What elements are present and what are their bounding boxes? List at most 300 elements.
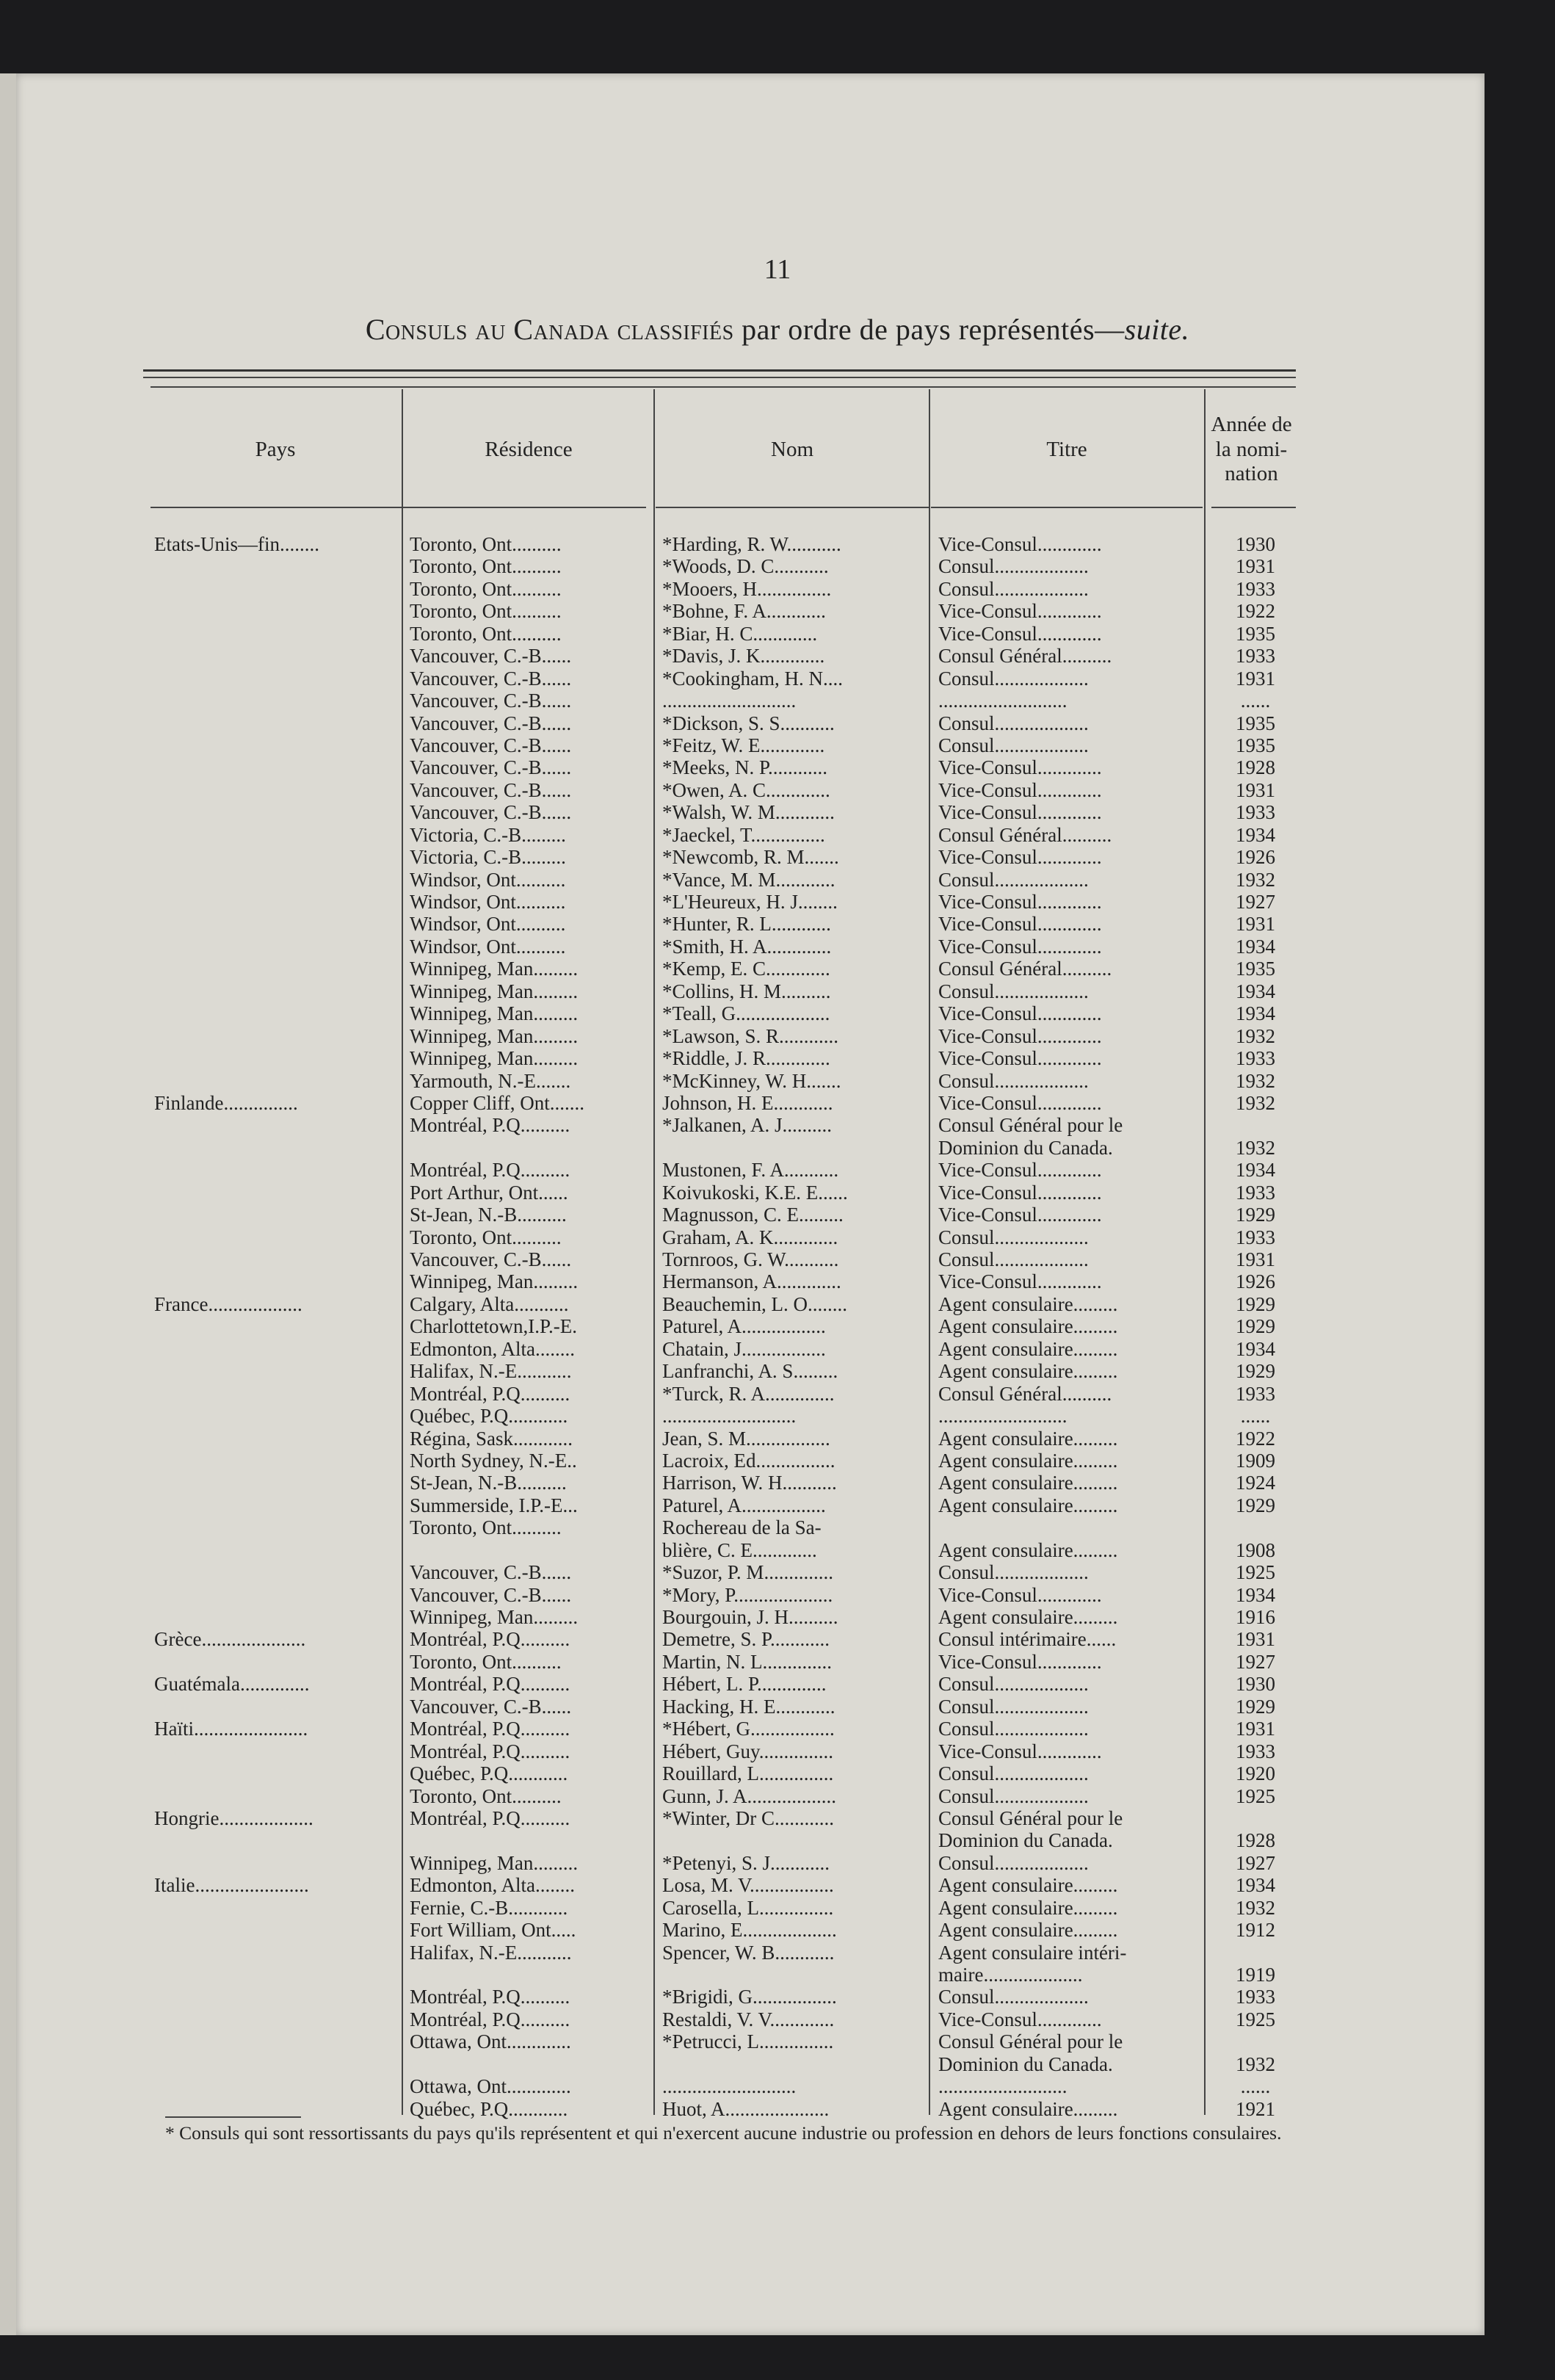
header-bottom-line-4 bbox=[1211, 507, 1296, 508]
name-cell: Lanfranchi, A. S......... bbox=[662, 1360, 838, 1383]
residence-cell: Fernie, C.-B............ bbox=[410, 1896, 568, 1919]
top-rule bbox=[143, 369, 1296, 372]
residence-cell: Québec, P.Q............ bbox=[410, 1405, 568, 1428]
title-cell: Vice-Consul............. bbox=[938, 2008, 1102, 2030]
residence-cell: Québec, P.Q............ bbox=[410, 2097, 568, 2120]
title-cell: Vice-Consul............. bbox=[938, 1159, 1102, 1182]
name-cell: *Jalkanen, A. J.......... bbox=[662, 1114, 832, 1137]
residence-cell: Montréal, P.Q.......... bbox=[410, 1628, 570, 1651]
table-row bbox=[0, 1852, 1555, 1874]
residence-cell: Vancouver, C.-B...... bbox=[410, 690, 572, 712]
year-cell: 1930 bbox=[1236, 1673, 1275, 1696]
year-cell: 1927 bbox=[1236, 891, 1275, 913]
name-cell: *Cookingham, H. N.... bbox=[662, 667, 843, 690]
pays-cell: Grèce..................... bbox=[154, 1628, 306, 1651]
year-cell: 1934 bbox=[1236, 935, 1275, 958]
name-cell: blière, C. E............. bbox=[662, 1538, 817, 1561]
table-row bbox=[0, 1092, 1555, 1114]
name-cell: Magnusson, C. E......... bbox=[662, 1204, 844, 1226]
name-cell: Paturel, A................. bbox=[662, 1315, 826, 1338]
title-cell: Consul Général pour le bbox=[938, 1114, 1123, 1137]
name-cell: Paturel, A................. bbox=[662, 1494, 826, 1516]
name-cell: ........................... bbox=[662, 690, 797, 712]
table-row bbox=[0, 913, 1555, 935]
table-row bbox=[0, 891, 1555, 913]
name-cell: Mustonen, F. A........... bbox=[662, 1159, 839, 1182]
residence-cell: Windsor, Ont.......... bbox=[410, 868, 566, 891]
year-cell: 1929 bbox=[1236, 1360, 1275, 1383]
title-cell: Consul Général.......... bbox=[938, 958, 1112, 980]
year-cell: 1909 bbox=[1236, 1449, 1275, 1472]
name-cell: *Kemp, E. C............. bbox=[662, 958, 830, 980]
residence-cell: Winnipeg, Man......... bbox=[410, 1270, 579, 1293]
year-cell: 1934 bbox=[1236, 1874, 1275, 1897]
title-cell: Vice-Consul............. bbox=[938, 600, 1102, 623]
table-row bbox=[0, 1964, 1555, 1986]
title-cell: Consul Général pour le bbox=[938, 1806, 1123, 1829]
name-cell: Hermanson, A............. bbox=[662, 1270, 841, 1293]
table-row bbox=[0, 623, 1555, 645]
year-cell: 1922 bbox=[1236, 600, 1275, 623]
residence-cell: Montréal, P.Q.......... bbox=[410, 1673, 570, 1696]
name-cell: *Woods, D. C........... bbox=[662, 555, 829, 578]
table-row bbox=[0, 1718, 1555, 1740]
year-cell: 1929 bbox=[1236, 1695, 1275, 1718]
title-cell: Consul................... bbox=[938, 1226, 1089, 1248]
title-cell: Vice-Consul............. bbox=[938, 1047, 1102, 1070]
name-cell: Koivukoski, K.E. E...... bbox=[662, 1181, 848, 1204]
table-row bbox=[0, 1696, 1555, 1718]
name-cell: *Mooers, H............... bbox=[662, 577, 832, 600]
title-cell: Vice-Consul............. bbox=[938, 1740, 1102, 1762]
residence-cell: Windsor, Ont.......... bbox=[410, 935, 566, 958]
residence-cell: Montréal, P.Q.......... bbox=[410, 1718, 570, 1740]
table-row bbox=[0, 2008, 1555, 2030]
table-row bbox=[0, 555, 1555, 577]
title-cell: Consul Général.......... bbox=[938, 823, 1112, 846]
pays-cell: Finlande............... bbox=[154, 1091, 298, 1114]
year-cell: 1934 bbox=[1236, 1583, 1275, 1606]
residence-cell: Toronto, Ont.......... bbox=[410, 622, 562, 645]
table-row bbox=[0, 1516, 1555, 1538]
name-cell: *Feitz, W. E............. bbox=[662, 734, 825, 756]
year-cell: 1928 bbox=[1236, 756, 1275, 779]
residence-cell: Toronto, Ont.......... bbox=[410, 1516, 562, 1539]
residence-cell: Toronto, Ont.......... bbox=[410, 533, 562, 555]
title-cell: Agent consulaire......... bbox=[938, 1337, 1118, 1360]
year-cell: 1932 bbox=[1236, 2052, 1275, 2075]
residence-cell: Montréal, P.Q.......... bbox=[410, 1159, 570, 1182]
year-cell: 1934 bbox=[1236, 1337, 1275, 1360]
title-cell: Dominion du Canada. bbox=[938, 2052, 1113, 2075]
name-cell: *Harding, R. W........... bbox=[662, 533, 841, 555]
table-row bbox=[0, 1315, 1555, 1337]
residence-cell: St-Jean, N.-B.......... bbox=[410, 1472, 567, 1494]
year-cell: 1934 bbox=[1236, 1159, 1275, 1182]
name-cell: Lacroix, Ed................ bbox=[662, 1449, 836, 1472]
table-row bbox=[0, 578, 1555, 600]
name-cell: *Smith, H. A............. bbox=[662, 935, 832, 958]
title-cell: Agent consulaire......... bbox=[938, 1874, 1118, 1897]
name-cell: Rochereau de la Sa- bbox=[662, 1516, 822, 1539]
year-cell: 1919 bbox=[1236, 1964, 1275, 1986]
pays-cell: Etats-Unis—fin........ bbox=[154, 533, 319, 555]
residence-cell: Edmonton, Alta........ bbox=[410, 1337, 575, 1360]
residence-cell: Winnipeg, Man......... bbox=[410, 1002, 579, 1025]
residence-cell: Windsor, Ont.......... bbox=[410, 913, 566, 936]
table-row bbox=[0, 1114, 1555, 1136]
year-cell: 1934 bbox=[1236, 1002, 1275, 1025]
residence-cell: Toronto, Ont.......... bbox=[410, 1226, 562, 1248]
table-row bbox=[0, 1472, 1555, 1494]
title-cell: Agent consulaire......... bbox=[938, 1606, 1118, 1628]
year-cell: 1925 bbox=[1236, 1561, 1275, 1584]
name-cell: *Petrucci, L............... bbox=[662, 2030, 834, 2053]
year-cell: 1925 bbox=[1236, 1784, 1275, 1807]
title-cell: Agent consulaire......... bbox=[938, 1292, 1118, 1315]
name-cell: *Mory, P.................... bbox=[662, 1583, 833, 1606]
year-cell: 1933 bbox=[1236, 577, 1275, 600]
title-cell: Consul................... bbox=[938, 1851, 1089, 1874]
table-row bbox=[0, 1070, 1555, 1092]
table-row bbox=[0, 1047, 1555, 1069]
residence-cell: Montréal, P.Q.......... bbox=[410, 1806, 570, 1829]
name-cell: *Suzor, P. M.............. bbox=[662, 1561, 833, 1584]
title-cell: Consul Général pour le bbox=[938, 2030, 1123, 2053]
year-cell: ...... bbox=[1240, 690, 1271, 712]
residence-cell: Halifax, N.-E........... bbox=[410, 1360, 572, 1383]
residence-cell: Vancouver, C.-B...... bbox=[410, 1561, 572, 1584]
table-row bbox=[0, 756, 1555, 778]
table-row bbox=[0, 1182, 1555, 1204]
title-cell: Vice-Consul............. bbox=[938, 756, 1102, 779]
title-cell: Vice-Consul............. bbox=[938, 891, 1102, 913]
name-cell: *McKinney, W. H....... bbox=[662, 1069, 841, 1092]
year-cell: ...... bbox=[1240, 1405, 1271, 1428]
residence-cell: Vancouver, C.-B...... bbox=[410, 1695, 572, 1718]
residence-cell: Vancouver, C.-B...... bbox=[410, 667, 572, 690]
table-row bbox=[0, 1874, 1555, 1896]
residence-cell: Vancouver, C.-B...... bbox=[410, 1248, 572, 1270]
year-cell: 1932 bbox=[1236, 1069, 1275, 1092]
residence-cell: Régina, Sask............ bbox=[410, 1427, 573, 1450]
table-row bbox=[0, 1338, 1555, 1360]
residence-cell: Port Arthur, Ont...... bbox=[410, 1181, 568, 1204]
title-cell: Vice-Consul............. bbox=[938, 622, 1102, 645]
table-row bbox=[0, 936, 1555, 958]
name-cell: Marino, E................... bbox=[662, 1919, 837, 1942]
title-cell: Agent consulaire......... bbox=[938, 2097, 1118, 2120]
title-cell: Dominion du Canada. bbox=[938, 1136, 1113, 1159]
title-cell: Consul................... bbox=[938, 868, 1089, 891]
table-row bbox=[0, 1450, 1555, 1472]
table-row bbox=[0, 1584, 1555, 1606]
consuls-table-body bbox=[0, 533, 1555, 2120]
year-cell: 1933 bbox=[1236, 801, 1275, 824]
name-cell: *Turck, R. A.............. bbox=[662, 1382, 835, 1405]
residence-cell: Winnipeg, Man......... bbox=[410, 980, 579, 1002]
table-row bbox=[0, 1942, 1555, 1964]
residence-cell: Copper Cliff, Ont....... bbox=[410, 1091, 584, 1114]
name-cell: Demetre, S. P............ bbox=[662, 1628, 830, 1651]
title-cell: Agent consulaire......... bbox=[938, 1919, 1118, 1942]
year-cell: 1935 bbox=[1236, 958, 1275, 980]
year-cell: 1927 bbox=[1236, 1650, 1275, 1673]
title-cell: Consul................... bbox=[938, 577, 1089, 600]
name-cell: *Hunter, R. L............ bbox=[662, 913, 831, 936]
year-cell: 1932 bbox=[1236, 868, 1275, 891]
title-part1: Consuls au Canada classifiés bbox=[365, 313, 734, 346]
title-cell: Consul................... bbox=[938, 980, 1089, 1002]
year-cell: 1929 bbox=[1236, 1315, 1275, 1338]
pays-cell: Haïti....................... bbox=[154, 1718, 308, 1740]
year-cell: 1930 bbox=[1236, 533, 1275, 555]
year-cell: 1935 bbox=[1236, 734, 1275, 756]
name-cell: *Davis, J. K............. bbox=[662, 645, 825, 668]
residence-cell: Vancouver, C.-B...... bbox=[410, 734, 572, 756]
table-row bbox=[0, 734, 1555, 756]
year-cell: 1931 bbox=[1236, 1248, 1275, 1270]
title-cell: Vice-Consul............. bbox=[938, 1002, 1102, 1025]
table-row bbox=[0, 2053, 1555, 2075]
table-row bbox=[0, 1539, 1555, 1561]
title-cell: .......................... bbox=[938, 2075, 1068, 2098]
name-cell: ........................... bbox=[662, 2075, 797, 2098]
residence-cell: Fort William, Ont..... bbox=[410, 1919, 576, 1942]
name-cell: *Owen, A. C............. bbox=[662, 778, 830, 801]
year-cell: 1922 bbox=[1236, 1427, 1275, 1450]
table-row bbox=[0, 1561, 1555, 1583]
table-row bbox=[0, 2075, 1555, 2097]
name-cell: Rouillard, L............... bbox=[662, 1762, 834, 1785]
year-cell: 1934 bbox=[1236, 980, 1275, 1002]
table-row bbox=[0, 1025, 1555, 1047]
title-cell: Consul Général.......... bbox=[938, 645, 1112, 668]
title-cell: Consul................... bbox=[938, 1986, 1089, 2008]
name-cell: *Biar, H. C............. bbox=[662, 622, 818, 645]
title-cell: Vice-Consul............. bbox=[938, 1204, 1102, 1226]
residence-cell: North Sydney, N.-E.. bbox=[410, 1449, 577, 1472]
year-cell: 1916 bbox=[1236, 1606, 1275, 1628]
name-cell: *Vance, M. M............ bbox=[662, 868, 836, 891]
table-row bbox=[0, 1740, 1555, 1762]
page-title bbox=[0, 312, 1555, 347]
table-row bbox=[0, 2030, 1555, 2052]
year-cell: 1931 bbox=[1236, 778, 1275, 801]
title-cell: Consul................... bbox=[938, 1784, 1089, 1807]
name-cell: Hébert, L. P.............. bbox=[662, 1673, 827, 1696]
table-row bbox=[0, 1159, 1555, 1181]
residence-cell: Vancouver, C.-B...... bbox=[410, 778, 572, 801]
year-cell: 1931 bbox=[1236, 1628, 1275, 1651]
residence-cell: Winnipeg, Man......... bbox=[410, 958, 579, 980]
table-row bbox=[0, 1762, 1555, 1784]
table-row bbox=[0, 690, 1555, 712]
name-cell: Tornroos, G. W........... bbox=[662, 1248, 839, 1270]
name-cell: *Bohne, F. A............ bbox=[662, 600, 826, 623]
year-cell: 1929 bbox=[1236, 1292, 1275, 1315]
page-number: 11 bbox=[764, 254, 791, 285]
residence-cell: Vancouver, C.-B...... bbox=[410, 645, 572, 668]
residence-cell: Vancouver, C.-B...... bbox=[410, 1583, 572, 1606]
title-cell: Agent consulaire......... bbox=[938, 1427, 1118, 1450]
table-row bbox=[0, 801, 1555, 823]
title-cell: Consul................... bbox=[938, 734, 1089, 756]
residence-cell: Montréal, P.Q.......... bbox=[410, 1382, 570, 1405]
footnote bbox=[165, 2122, 1318, 2145]
residence-cell: Montréal, P.Q.......... bbox=[410, 1740, 570, 1762]
footnote-text: * Consuls qui sont ressortissants du pays qu'ils représentent et qui n'exercent aucune industrie ou profession en dehors de leurs fonctions consulaires. bbox=[165, 2122, 1282, 2144]
title-cell: Consul intérimaire...... bbox=[938, 1628, 1117, 1651]
table-row bbox=[0, 846, 1555, 868]
title-cell: Consul................... bbox=[938, 1762, 1089, 1785]
year-cell: 1929 bbox=[1236, 1494, 1275, 1516]
name-cell: *Dickson, S. S........... bbox=[662, 712, 835, 734]
table-row bbox=[0, 1270, 1555, 1292]
title-cell: Vice-Consul............. bbox=[938, 1583, 1102, 1606]
year-cell: 1926 bbox=[1236, 1270, 1275, 1293]
table-row bbox=[0, 1807, 1555, 1829]
table-row bbox=[0, 1360, 1555, 1382]
title-cell: Vice-Consul............. bbox=[938, 1650, 1102, 1673]
header-bottom-line-2 bbox=[656, 507, 929, 508]
residence-cell: Charlottetown,I.P.-E. bbox=[410, 1315, 577, 1338]
year-cell: 1932 bbox=[1236, 1024, 1275, 1047]
residence-cell: Montréal, P.Q.......... bbox=[410, 1986, 570, 2008]
table-row bbox=[0, 980, 1555, 1002]
name-cell: *Brigidi, G................. bbox=[662, 1986, 837, 2008]
name-cell: Chatain, J................. bbox=[662, 1337, 826, 1360]
year-cell: 1926 bbox=[1236, 846, 1275, 869]
table-row bbox=[0, 1785, 1555, 1807]
title-cell: Dominion du Canada. bbox=[938, 1829, 1113, 1852]
residence-cell: Yarmouth, N.-E....... bbox=[410, 1069, 571, 1092]
footnote-rule bbox=[165, 2116, 301, 2118]
header-residence: Résidence bbox=[485, 437, 573, 461]
residence-cell: Edmonton, Alta........ bbox=[410, 1874, 575, 1897]
year-cell: 1933 bbox=[1236, 645, 1275, 668]
table-row bbox=[0, 600, 1555, 622]
year-cell: 1927 bbox=[1236, 1851, 1275, 1874]
name-cell: Restaldi, V. V............. bbox=[662, 2008, 835, 2030]
table-row bbox=[0, 1897, 1555, 1919]
table-row bbox=[0, 1204, 1555, 1226]
table-row bbox=[0, 1919, 1555, 1941]
year-cell: 1931 bbox=[1236, 667, 1275, 690]
residence-cell: St-Jean, N.-B.......... bbox=[410, 1204, 567, 1226]
title-cell: Agent consulaire......... bbox=[938, 1896, 1118, 1919]
year-cell: 1931 bbox=[1236, 913, 1275, 936]
table-row bbox=[0, 645, 1555, 667]
title-cell: Vice-Consul............. bbox=[938, 846, 1102, 869]
year-cell: 1929 bbox=[1236, 1204, 1275, 1226]
table-row bbox=[0, 869, 1555, 891]
title-cell: Consul................... bbox=[938, 667, 1089, 690]
top-rule-thin bbox=[143, 377, 1296, 378]
table-row bbox=[0, 1293, 1555, 1315]
title-cell: Vice-Consul............. bbox=[938, 1270, 1102, 1293]
year-cell: 1935 bbox=[1236, 622, 1275, 645]
residence-cell: Ottawa, Ont............. bbox=[410, 2075, 571, 2098]
name-cell: Carosella, L............... bbox=[662, 1896, 834, 1919]
header-pays: Pays bbox=[255, 437, 296, 461]
residence-cell: Toronto, Ont.......... bbox=[410, 577, 562, 600]
residence-cell: Toronto, Ont.......... bbox=[410, 555, 562, 578]
table-row bbox=[0, 1428, 1555, 1450]
pays-cell: France................... bbox=[154, 1292, 302, 1315]
title-cell: Agent consulaire......... bbox=[938, 1449, 1118, 1472]
year-cell: 1933 bbox=[1236, 1181, 1275, 1204]
pays-cell: Italie....................... bbox=[154, 1874, 309, 1897]
title-cell: Vice-Consul............. bbox=[938, 1024, 1102, 1047]
year-cell: 1932 bbox=[1236, 1896, 1275, 1919]
table-row bbox=[0, 668, 1555, 690]
title-cell: Consul................... bbox=[938, 1673, 1089, 1696]
table-row bbox=[0, 1986, 1555, 2008]
name-cell: *Teall, G................... bbox=[662, 1002, 830, 1025]
name-cell: *Collins, H. M.......... bbox=[662, 980, 831, 1002]
name-cell: *Walsh, W. M............ bbox=[662, 801, 835, 824]
header-nom: Nom bbox=[771, 437, 813, 461]
table-row bbox=[0, 1137, 1555, 1159]
table-row bbox=[0, 1628, 1555, 1650]
title-cell: Vice-Consul............. bbox=[938, 778, 1102, 801]
title-cell: Consul................... bbox=[938, 1718, 1089, 1740]
residence-cell: Toronto, Ont.......... bbox=[410, 1784, 562, 1807]
residence-cell: Ottawa, Ont............. bbox=[410, 2030, 571, 2053]
name-cell: Bourgouin, J. H.......... bbox=[662, 1606, 838, 1628]
title-suite: suite. bbox=[1124, 313, 1190, 346]
residence-cell: Winnipeg, Man......... bbox=[410, 1851, 579, 1874]
year-cell: 1925 bbox=[1236, 2008, 1275, 2030]
name-cell: ........................... bbox=[662, 1405, 797, 1428]
year-cell: 1931 bbox=[1236, 555, 1275, 578]
title-cell: maire.................... bbox=[938, 1964, 1083, 1986]
header-annee: Année de la nomi- nation bbox=[1211, 413, 1292, 486]
year-cell: 1932 bbox=[1236, 1091, 1275, 1114]
year-cell: 1933 bbox=[1236, 1226, 1275, 1248]
title-cell: Agent consulaire......... bbox=[938, 1360, 1118, 1383]
name-cell: *Meeks, N. P............ bbox=[662, 756, 828, 779]
title-cell: Agent consulaire......... bbox=[938, 1315, 1118, 1338]
name-cell: *L'Heureux, H. J........ bbox=[662, 891, 838, 913]
name-cell: Martin, N. L.............. bbox=[662, 1650, 832, 1673]
table-row bbox=[0, 1494, 1555, 1516]
residence-cell: Summerside, I.P.-E... bbox=[410, 1494, 578, 1516]
title-cell: Vice-Consul............. bbox=[938, 935, 1102, 958]
name-cell: Hacking, H. E............ bbox=[662, 1695, 836, 1718]
table-row bbox=[0, 1383, 1555, 1405]
name-cell: Jean, S. M................. bbox=[662, 1427, 830, 1450]
table-row bbox=[0, 1829, 1555, 1851]
residence-cell: Victoria, C.-B......... bbox=[410, 823, 566, 846]
year-cell: 1933 bbox=[1236, 1986, 1275, 2008]
year-cell: 1908 bbox=[1236, 1538, 1275, 1561]
year-cell: 1924 bbox=[1236, 1472, 1275, 1494]
residence-cell: Winnipeg, Man......... bbox=[410, 1047, 579, 1070]
title-cell: Vice-Consul............. bbox=[938, 913, 1102, 936]
table-row bbox=[0, 958, 1555, 980]
title-cell: Agent consulaire......... bbox=[938, 1494, 1118, 1516]
title-cell: Agent consulaire......... bbox=[938, 1538, 1118, 1561]
residence-cell: Vancouver, C.-B...... bbox=[410, 712, 572, 734]
name-cell: Gunn, J. A.................. bbox=[662, 1784, 837, 1807]
year-cell: 1934 bbox=[1236, 823, 1275, 846]
title-cell: Consul Général.......... bbox=[938, 1382, 1112, 1405]
residence-cell: Toronto, Ont.......... bbox=[410, 1650, 562, 1673]
title-cell: Consul................... bbox=[938, 1561, 1089, 1584]
title-cell: Vice-Consul............. bbox=[938, 1091, 1102, 1114]
